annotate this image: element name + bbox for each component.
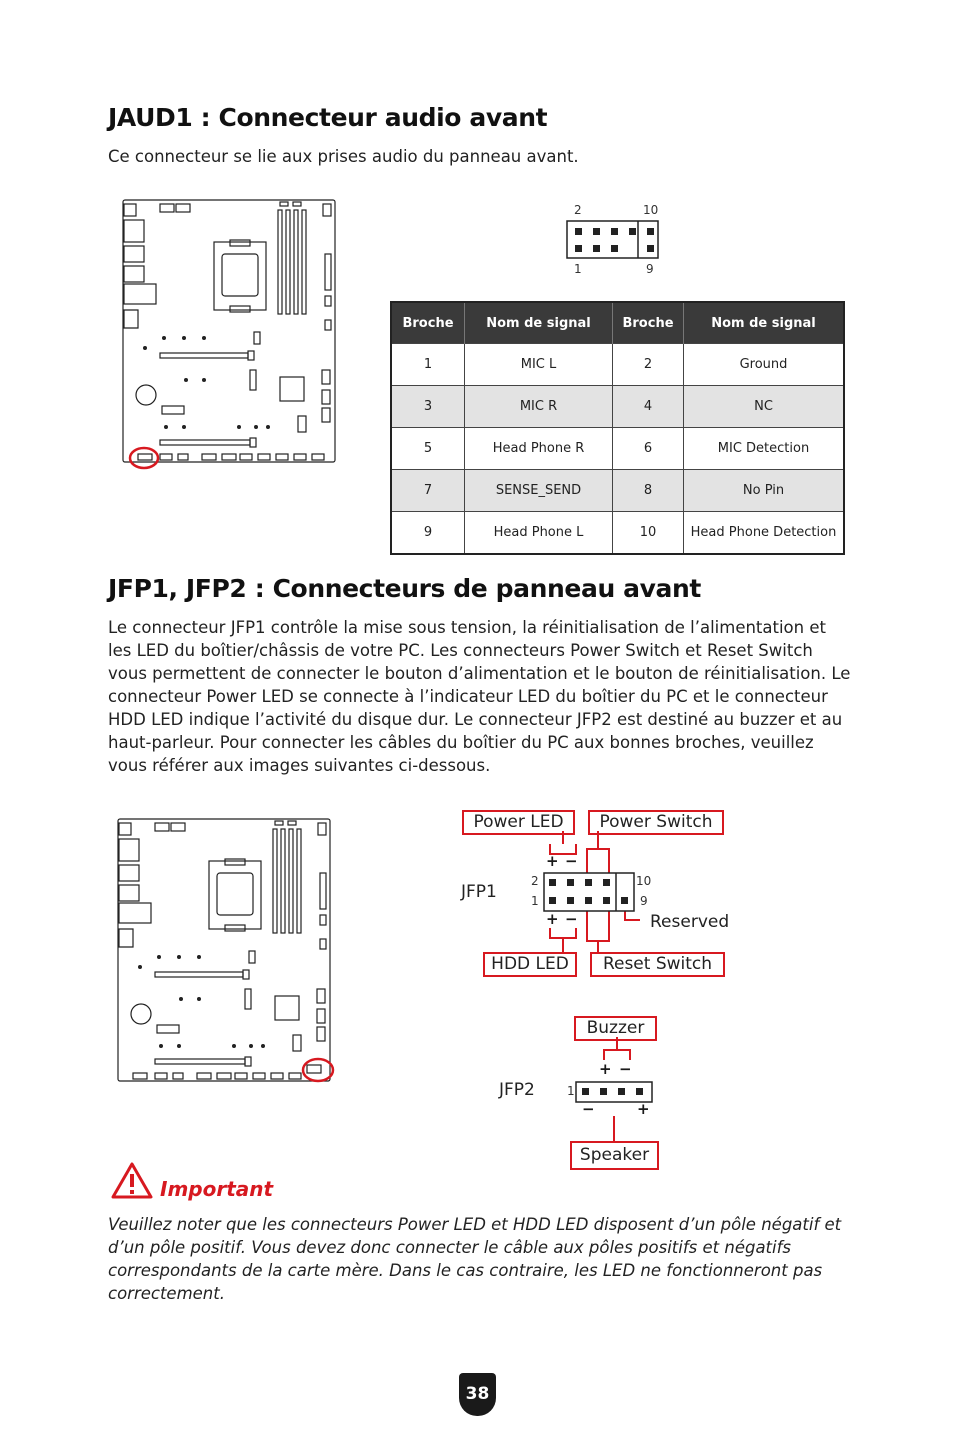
hdd-led-minus: − [565, 910, 578, 928]
speaker-label: Speaker [570, 1141, 659, 1170]
power-led-plus: + [546, 852, 559, 870]
header-broche: Broche [613, 302, 684, 344]
table-cell: 1 [391, 344, 465, 386]
jaud-pin-label-1: 1 [574, 262, 582, 276]
jaud-signal-table [390, 301, 845, 555]
buzzer-plus: + [599, 1060, 612, 1078]
table-cell: 3 [391, 386, 465, 428]
hdd-led-label: HDD LED [483, 952, 577, 977]
motherboard-diagram-jaud [118, 196, 343, 471]
table-cell: 10 [613, 512, 684, 555]
jfp1-label: JFP1 [461, 882, 497, 902]
power-led-minus: − [565, 852, 578, 870]
table-header-row [391, 302, 844, 344]
table-row [391, 344, 844, 386]
header-broche: Broche [391, 302, 465, 344]
table-row [391, 428, 844, 470]
jfp1-pin-label-2: 2 [531, 874, 539, 888]
table-row [391, 512, 844, 555]
table-cell: 6 [613, 428, 684, 470]
table-cell: 5 [391, 428, 465, 470]
speaker-minus: − [582, 1100, 595, 1118]
header-signal: Nom de signal [684, 302, 845, 344]
jaud-pin-header [566, 220, 660, 260]
jfp2-pin-label-1: 1 [567, 1084, 575, 1098]
jfp1-pin-label-10: 10 [636, 874, 652, 888]
jfp-description: Le connecteur JFP1 contrôle la mise sous tension, la réinitialisation de l’alimentation et les LED du boîtier/châssis de votre PC. Les connecteurs Power Switch et Reset Switch vous permettent de connecter le bouton d’alimentation et le bouton de réinitialisation. Le connecteur Power LED se connecte à l’indicateur LED du boîtier du PC et le connecteur HDD LED indique l’activité du disque dur. Le connecteur JFP2 est destiné au buzzer et au haut-parleur. Pour connecter les câbles du boîtier du PC aux bonnes broches, veuillez vous référer aux images suivantes ci-dessous. [108, 618, 851, 775]
table-cell: Head Phone Detection [684, 512, 845, 555]
table-cell: Ground [684, 344, 845, 386]
table-cell: MIC Detection [684, 428, 845, 470]
jaud-section-title: JAUD1 : Connecteur audio avant [108, 103, 548, 132]
warning-icon [110, 1161, 154, 1201]
hdd-led-plus: + [546, 910, 559, 928]
table-cell: 2 [613, 344, 684, 386]
jaud-pin-label-10: 10 [643, 203, 659, 217]
table-cell: SENSE_SEND [465, 470, 613, 512]
buzzer-label: Buzzer [574, 1016, 657, 1041]
table-cell: NC [684, 386, 845, 428]
table-row [391, 470, 844, 512]
table-cell: No Pin [684, 470, 845, 512]
table-cell: MIC R [465, 386, 613, 428]
jfp1-pin-label-9: 9 [640, 894, 648, 908]
reserved-label: Reserved [650, 912, 730, 932]
jfp2-pin-header [570, 1036, 660, 1144]
power-led-label: Power LED [462, 810, 575, 835]
buzzer-minus: − [619, 1060, 632, 1078]
table-cell: Head Phone R [465, 428, 613, 470]
table-cell: 9 [391, 512, 465, 555]
power-switch-label: Power Switch [588, 810, 724, 835]
jaud-pin-label-9: 9 [646, 262, 654, 276]
table-cell: Head Phone L [465, 512, 613, 555]
jfp-section-title: JFP1, JFP2 : Connecteurs de panneau avant [108, 574, 701, 603]
table-row [391, 386, 844, 428]
jfp1-pin-header [540, 830, 640, 970]
jfp1-pin-label-1: 1 [531, 894, 539, 908]
jfp2-label: JFP2 [499, 1080, 535, 1100]
header-signal: Nom de signal [465, 302, 613, 344]
reset-switch-label: Reset Switch [590, 952, 725, 977]
important-text: Veuillez noter que les connecteurs Power LED et HDD LED disposent d’un pôle négatif et d’un pôle positif. Vous devez donc connecter le câble aux pôles positifs et négatifs correspondants de la carte mère. Dans le cas contraire, les LED ne fonctionneront pas correctement. [108, 1215, 842, 1303]
important-heading: Important [160, 1177, 274, 1201]
jaud-description: Ce connecteur se lie aux prises audio du panneau avant. [108, 147, 579, 166]
page-number: 38 [459, 1373, 496, 1416]
table-cell: 8 [613, 470, 684, 512]
motherboard-diagram-jfp [113, 815, 338, 1090]
jaud-location-marker [130, 448, 158, 468]
table-cell: 7 [391, 470, 465, 512]
speaker-plus: + [637, 1100, 650, 1118]
table-cell: 4 [613, 386, 684, 428]
jaud-pin-label-2: 2 [574, 203, 582, 217]
table-cell: MIC L [465, 344, 613, 386]
